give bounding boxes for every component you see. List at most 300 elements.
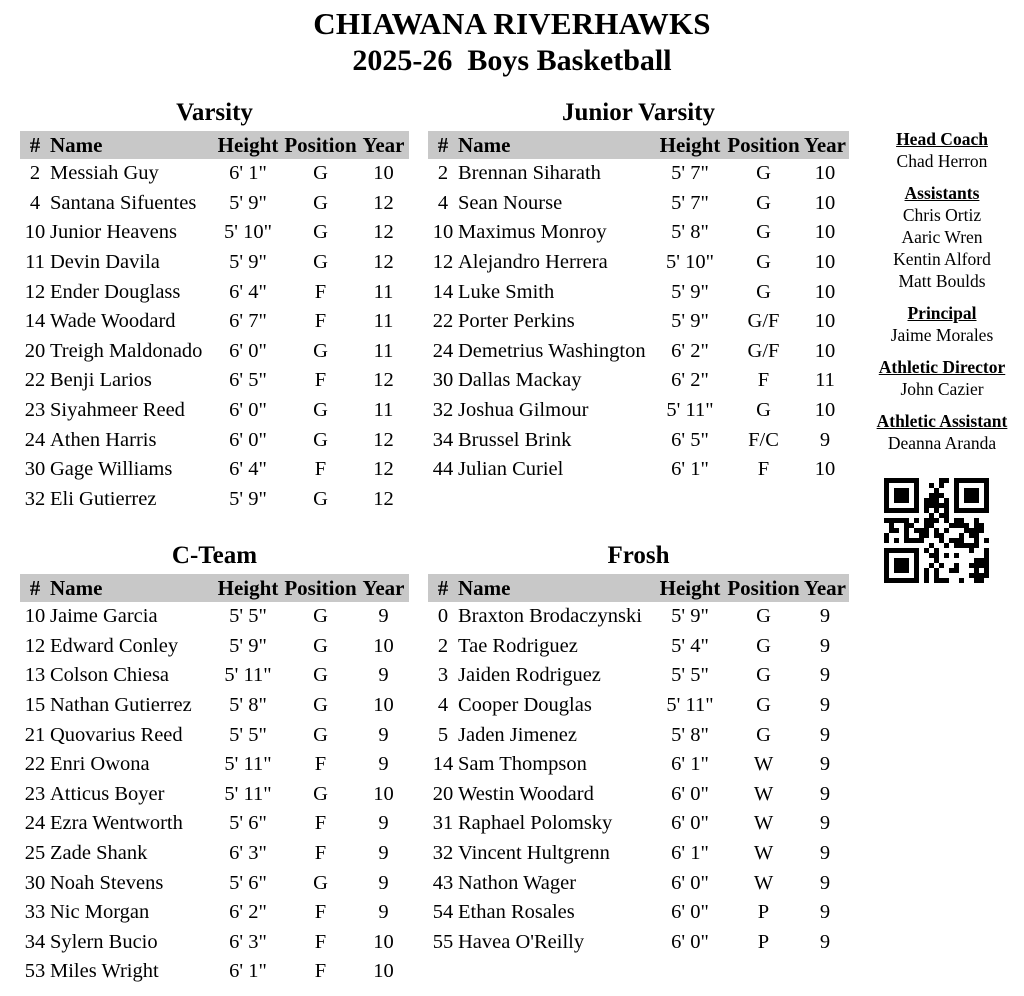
player-height: 5' 9": [229, 251, 267, 274]
player-name: Cooper Douglas: [458, 694, 592, 717]
player-row: [428, 366, 849, 396]
player-name: Tae Rodriguez: [458, 634, 578, 657]
player-height: 6' 1": [671, 458, 709, 481]
player-position: G: [756, 221, 771, 244]
player-year: 10: [373, 782, 394, 805]
qr-code: [884, 478, 989, 583]
player-year: 9: [378, 723, 389, 746]
player-year: 10: [373, 694, 394, 717]
player-year: 10: [814, 458, 836, 481]
player-year: 11: [373, 339, 394, 362]
player-position: F: [314, 812, 327, 835]
player-height: 5' 10": [666, 251, 714, 274]
player-number: 22: [24, 369, 46, 392]
player-year: 9: [378, 842, 389, 865]
column-header-name: Name: [50, 132, 103, 157]
player-year: 9: [378, 812, 389, 835]
column-header-number: #: [29, 575, 41, 600]
player-row: [20, 928, 409, 958]
player-position: G: [756, 723, 771, 746]
player-height: 6' 4": [229, 458, 267, 481]
player-number: 12: [432, 251, 454, 274]
staff-section-title: Assistants: [904, 183, 980, 203]
player-position: F: [757, 369, 770, 392]
player-height: 6' 1": [671, 753, 709, 776]
player-height: 5' 5": [229, 605, 267, 628]
player-number: 10: [24, 605, 46, 628]
player-name: Wade Woodard: [50, 310, 176, 333]
player-row: [20, 780, 409, 810]
player-number: 21: [24, 723, 46, 746]
player-height: 5' 8": [671, 221, 709, 244]
column-header-name: Name: [50, 575, 103, 600]
player-year: 11: [373, 310, 394, 333]
page-subtitle: 2025-26 Boys Basketball: [352, 44, 672, 77]
player-year: 10: [373, 634, 394, 657]
player-position: G: [756, 694, 771, 717]
player-row: [428, 396, 849, 426]
player-number: 55: [432, 930, 454, 953]
player-height: 6' 1": [229, 162, 267, 185]
player-position: G: [313, 871, 328, 894]
player-year: 9: [378, 871, 389, 894]
player-position: G: [756, 191, 771, 214]
column-header-name: Name: [458, 575, 511, 600]
player-name: Braxton Brodaczynski: [458, 605, 642, 628]
player-row: [20, 868, 409, 898]
player-row: [428, 720, 849, 750]
player-year: 12: [373, 369, 394, 392]
player-height: 5' 11": [224, 664, 272, 687]
page-header: [0, 5, 1024, 78]
player-height: 6' 0": [671, 782, 709, 805]
player-row: [428, 691, 849, 721]
player-position: G: [756, 280, 771, 303]
staff-section: [860, 302, 1024, 346]
player-year: 9: [819, 901, 831, 924]
player-row: [20, 809, 409, 839]
player-name: Joshua Gilmour: [458, 399, 589, 422]
player-name: Porter Perkins: [458, 310, 575, 333]
player-number: 20: [432, 782, 454, 805]
player-row: [20, 720, 409, 750]
player-height: 6' 7": [229, 310, 267, 333]
team-section-frosh: [428, 541, 849, 957]
player-number: 53: [24, 960, 46, 983]
player-row: [20, 602, 409, 632]
player-height: 6' 0": [229, 339, 267, 362]
staff-section-title: Athletic Assistant: [876, 411, 1008, 431]
player-number: 14: [432, 753, 454, 776]
player-position: F: [314, 901, 327, 924]
player-height: 6' 0": [671, 812, 709, 835]
player-year: 12: [373, 487, 394, 510]
player-height: 6' 5": [229, 369, 267, 392]
player-height: 5' 11": [224, 753, 272, 776]
player-position: G: [756, 162, 771, 185]
column-header-position: Position: [727, 575, 800, 600]
player-name: Junior Heavens: [50, 221, 177, 244]
staff-member-name: Kentin Alford: [893, 249, 991, 269]
player-number: 23: [24, 399, 46, 422]
player-height: 6' 2": [671, 369, 709, 392]
player-row: [428, 307, 849, 337]
player-name: Santana Sifuentes: [50, 191, 197, 214]
player-year: 12: [373, 458, 394, 481]
team-title-frosh: Frosh: [607, 542, 670, 569]
player-year: 10: [814, 251, 836, 274]
player-number: 0: [437, 605, 449, 628]
player-position: G/F: [747, 310, 780, 333]
player-name: Maximus Monroy: [458, 221, 607, 244]
player-row: [20, 366, 409, 396]
player-row: [20, 485, 409, 515]
team-title-junior-varsity: Junior Varsity: [561, 99, 716, 126]
player-name: Demetrius Washington: [458, 339, 646, 362]
player-name: Nic Morgan: [50, 901, 150, 924]
roster-table-frosh: [428, 574, 849, 957]
player-row: [20, 277, 409, 307]
player-name: Benji Larios: [50, 369, 152, 392]
player-number: 25: [24, 842, 46, 865]
column-header-number: #: [29, 132, 41, 157]
player-year: 10: [814, 310, 836, 333]
player-position: G: [756, 399, 771, 422]
player-name: Eli Gutierrez: [50, 487, 157, 510]
player-name: Edward Conley: [50, 634, 179, 657]
staff-section: [860, 182, 1024, 292]
column-header-height: Height: [217, 132, 279, 157]
player-row: [428, 928, 849, 958]
player-row: [20, 957, 409, 987]
player-position: G: [313, 191, 328, 214]
player-year: 9: [819, 782, 831, 805]
player-name: Sean Nourse: [458, 191, 563, 214]
player-year: 10: [814, 339, 836, 362]
column-header-position: Position: [284, 575, 357, 600]
player-height: 5' 9": [229, 487, 267, 510]
player-name: Noah Stevens: [50, 871, 164, 894]
staff-section: [860, 128, 1024, 172]
player-position: F: [314, 369, 327, 392]
column-header-height: Height: [659, 132, 721, 157]
player-height: 6' 0": [229, 428, 267, 451]
player-height: 6' 5": [671, 428, 709, 451]
player-number: 24: [24, 812, 46, 835]
player-row: [20, 337, 409, 367]
player-height: 6' 0": [671, 930, 709, 953]
player-height: 5' 5": [229, 723, 267, 746]
player-row: [428, 455, 849, 485]
table-header-row: [428, 574, 849, 602]
player-position: G/F: [747, 339, 780, 362]
column-header-name: Name: [458, 132, 511, 157]
player-row: [428, 661, 849, 691]
player-row: [20, 159, 409, 189]
player-height: 5' 7": [671, 162, 709, 185]
player-name: Sam Thompson: [458, 753, 587, 776]
player-name: Brennan Siharath: [458, 162, 601, 185]
player-number: 32: [432, 842, 454, 865]
player-number: 4: [29, 191, 41, 214]
player-position: G: [313, 782, 328, 805]
player-number: 4: [437, 191, 449, 214]
player-height: 5' 9": [671, 280, 709, 303]
player-name: Quovarius Reed: [50, 723, 183, 746]
roster-table-c-team: [20, 574, 409, 987]
player-number: 3: [437, 664, 449, 687]
column-header-number: #: [437, 132, 449, 157]
player-number: 12: [24, 634, 46, 657]
player-number: 13: [24, 664, 46, 687]
player-year: 11: [373, 280, 394, 303]
player-row: [20, 189, 409, 219]
player-row: [428, 425, 849, 455]
player-name: Westin Woodard: [458, 782, 594, 805]
player-position: G: [313, 487, 328, 510]
player-row: [20, 307, 409, 337]
player-number: 34: [24, 930, 46, 953]
player-position: G: [313, 162, 328, 185]
player-year: 9: [819, 694, 831, 717]
player-number: 30: [24, 458, 46, 481]
table-header-row: [428, 131, 849, 159]
player-row: [428, 189, 849, 219]
player-height: 5' 6": [229, 812, 267, 835]
staff-member-name: Aaric Wren: [901, 227, 983, 247]
staff-member-name: Jaime Morales: [890, 325, 994, 345]
player-number: 33: [24, 901, 46, 924]
player-row: [20, 632, 409, 662]
player-row: [428, 602, 849, 632]
player-height: 6' 0": [671, 871, 709, 894]
player-row: [428, 780, 849, 810]
player-row: [428, 868, 849, 898]
player-year: 10: [373, 960, 394, 983]
player-height: 5' 11": [666, 399, 714, 422]
player-position: P: [757, 930, 770, 953]
player-name: Luke Smith: [458, 280, 555, 303]
player-year: 9: [378, 664, 389, 687]
player-row: [428, 809, 849, 839]
player-name: Messiah Guy: [50, 162, 159, 185]
staff-section-title: Principal: [907, 303, 977, 323]
staff-member-name: Matt Boulds: [898, 271, 986, 291]
team-section-junior-varsity: [428, 98, 849, 485]
player-number: 32: [432, 399, 454, 422]
staff-section: [860, 410, 1024, 454]
player-row: [428, 277, 849, 307]
player-number: 24: [432, 339, 454, 362]
player-position: F: [314, 458, 327, 481]
player-year: 12: [373, 221, 394, 244]
player-year: 9: [819, 428, 831, 451]
player-position: W: [753, 812, 774, 835]
player-number: 11: [25, 251, 45, 274]
player-name: Siyahmeer Reed: [50, 399, 185, 422]
player-position: F: [314, 280, 327, 303]
staff-member-name: Chris Ortiz: [902, 205, 982, 225]
player-number: 30: [24, 871, 46, 894]
player-name: Enri Owona: [50, 753, 150, 776]
player-name: Jaime Garcia: [50, 605, 158, 628]
team-section-c-team: [20, 541, 409, 987]
player-year: 10: [373, 162, 394, 185]
player-height: 6' 1": [671, 842, 709, 865]
player-number: 54: [432, 901, 454, 924]
staff-member-name: Deanna Aranda: [887, 433, 997, 453]
player-position: F: [757, 458, 770, 481]
player-position: G: [313, 634, 328, 657]
player-position: F: [314, 960, 327, 983]
roster-table-junior-varsity: [428, 131, 849, 485]
player-position: G: [313, 221, 328, 244]
player-height: 6' 2": [229, 901, 267, 924]
column-header-number: #: [437, 575, 449, 600]
player-row: [428, 750, 849, 780]
player-number: 20: [24, 339, 46, 362]
player-year: 10: [814, 162, 836, 185]
player-row: [428, 159, 849, 189]
player-name: Vincent Hultgrenn: [458, 842, 610, 865]
player-year: 9: [819, 842, 831, 865]
player-height: 5' 7": [671, 191, 709, 214]
player-number: 14: [24, 310, 46, 333]
column-header-position: Position: [284, 132, 357, 157]
team-section-varsity: [20, 98, 409, 514]
player-number: 14: [432, 280, 454, 303]
page-title: CHIAWANA RIVERHAWKS: [313, 6, 711, 41]
player-year: 10: [814, 399, 836, 422]
player-number: 10: [24, 221, 46, 244]
player-position: G: [756, 605, 771, 628]
player-row: [20, 839, 409, 869]
player-name: Miles Wright: [50, 960, 159, 983]
player-number: 12: [24, 280, 46, 303]
player-position: W: [753, 842, 774, 865]
player-height: 5' 5": [671, 664, 709, 687]
player-number: 15: [24, 694, 46, 717]
column-header-year: Year: [804, 132, 846, 157]
player-position: G: [313, 399, 328, 422]
player-number: 22: [432, 310, 454, 333]
player-height: 5' 6": [229, 871, 267, 894]
player-position: F/C: [748, 428, 779, 451]
player-name: Raphael Polomsky: [458, 812, 613, 835]
column-header-height: Height: [217, 575, 279, 600]
player-position: W: [753, 782, 774, 805]
player-row: [20, 691, 409, 721]
player-name: Havea O'Reilly: [458, 930, 585, 953]
player-position: F: [314, 842, 327, 865]
player-name: Jaiden Rodriguez: [458, 664, 601, 687]
player-position: G: [313, 251, 328, 274]
player-number: 24: [24, 428, 46, 451]
player-position: F: [314, 753, 327, 776]
column-header-year: Year: [362, 575, 405, 600]
player-number: 31: [432, 812, 454, 835]
player-number: 32: [24, 487, 46, 510]
player-height: 5' 8": [671, 723, 709, 746]
player-year: 9: [819, 664, 831, 687]
column-header-height: Height: [659, 575, 721, 600]
player-year: 12: [373, 191, 394, 214]
player-name: Athen Harris: [50, 428, 157, 451]
staff-section: [860, 356, 1024, 400]
player-row: [428, 218, 849, 248]
column-header-year: Year: [804, 575, 846, 600]
player-height: 5' 10": [224, 221, 272, 244]
player-height: 6' 2": [671, 339, 709, 362]
player-number: 2: [29, 162, 41, 185]
staff-sidebar: [860, 128, 1024, 464]
player-position: W: [753, 871, 774, 894]
player-position: F: [314, 310, 327, 333]
player-height: 6' 4": [229, 280, 267, 303]
player-height: 5' 8": [229, 694, 267, 717]
player-position: G: [313, 339, 328, 362]
player-number: 4: [437, 694, 449, 717]
player-row: [428, 839, 849, 869]
player-row: [20, 898, 409, 928]
player-row: [20, 218, 409, 248]
player-position: G: [313, 723, 328, 746]
player-row: [20, 396, 409, 426]
player-name: Devin Davila: [50, 251, 160, 274]
player-row: [20, 455, 409, 485]
column-header-position: Position: [727, 132, 800, 157]
player-year: 9: [819, 812, 831, 835]
player-number: 44: [432, 458, 454, 481]
player-name: Ender Douglass: [50, 280, 181, 303]
player-position: G: [313, 428, 328, 451]
player-row: [428, 632, 849, 662]
player-year: 9: [819, 930, 831, 953]
player-height: 5' 9": [229, 634, 267, 657]
player-position: P: [757, 901, 770, 924]
player-height: 6' 0": [671, 901, 709, 924]
player-name: Ethan Rosales: [458, 901, 575, 924]
player-position: G: [313, 664, 328, 687]
player-name: Colson Chiesa: [50, 664, 170, 687]
player-row: [20, 425, 409, 455]
roster-table-varsity: [20, 131, 409, 514]
player-height: 6' 1": [229, 960, 267, 983]
player-year: 9: [819, 753, 831, 776]
player-height: 5' 11": [666, 694, 714, 717]
player-name: Brussel Brink: [458, 428, 572, 451]
player-position: G: [756, 664, 771, 687]
player-name: Julian Curiel: [458, 458, 564, 481]
player-year: 10: [373, 930, 394, 953]
player-year: 10: [814, 191, 836, 214]
player-name: Nathan Gutierrez: [50, 694, 192, 717]
player-year: 9: [819, 723, 831, 746]
player-height: 6' 3": [229, 930, 267, 953]
player-year: 9: [819, 871, 831, 894]
player-height: 5' 11": [224, 782, 272, 805]
player-row: [20, 750, 409, 780]
player-height: 5' 9": [671, 605, 709, 628]
player-height: 5' 9": [229, 191, 267, 214]
player-number: 10: [432, 221, 454, 244]
player-name: Atticus Boyer: [50, 782, 165, 805]
staff-member-name: Chad Herron: [896, 151, 988, 171]
player-name: Dallas Mackay: [458, 369, 582, 392]
player-number: 5: [437, 723, 449, 746]
player-name: Zade Shank: [50, 842, 148, 865]
player-number: 23: [24, 782, 46, 805]
